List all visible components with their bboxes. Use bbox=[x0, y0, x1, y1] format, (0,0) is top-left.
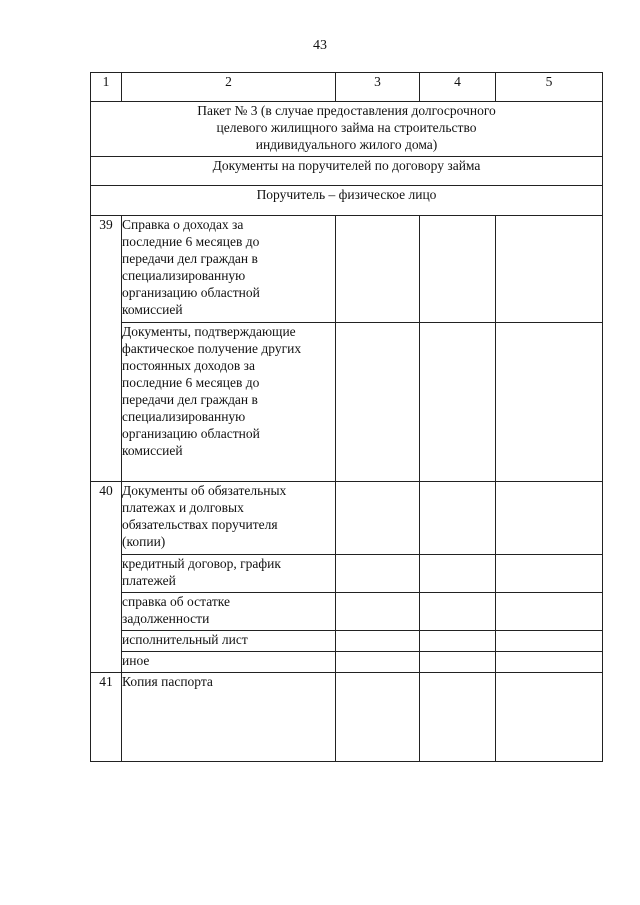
column-header-1: 1 bbox=[91, 73, 122, 102]
table-cell-empty bbox=[336, 323, 420, 482]
documents-table bbox=[90, 72, 603, 762]
table-cell-empty bbox=[420, 323, 496, 482]
subsection-title-row bbox=[91, 186, 603, 216]
table-row bbox=[91, 482, 603, 555]
table-row bbox=[91, 216, 603, 323]
table-cell-empty bbox=[420, 673, 496, 762]
table-cell-empty bbox=[496, 482, 603, 555]
table-row bbox=[91, 652, 603, 673]
table-cell-empty bbox=[496, 652, 603, 673]
subsection-title: Поручитель – физическое лицо bbox=[91, 186, 603, 216]
row-item-text: кредитный договор, график платежей bbox=[122, 555, 336, 593]
table-cell-empty bbox=[496, 593, 603, 631]
table-row bbox=[91, 555, 603, 593]
table-cell-empty bbox=[336, 593, 420, 631]
table-row bbox=[91, 673, 603, 762]
row-item-text: Документы, подтверждающие фактическое получение других постоянных доходов за последние 6 месяцев до передачи дел граждан в специализированную организацию областной комиссией bbox=[122, 323, 336, 482]
column-header-3: 3 bbox=[336, 73, 420, 102]
table-cell-empty bbox=[336, 482, 420, 555]
table-cell-empty bbox=[496, 673, 603, 762]
row-number: 40 bbox=[91, 482, 122, 673]
table-cell-empty bbox=[336, 652, 420, 673]
table-cell-empty bbox=[336, 216, 420, 323]
column-header-2: 2 bbox=[122, 73, 336, 102]
table-row bbox=[91, 593, 603, 631]
table-row bbox=[91, 323, 603, 482]
row-number: 41 bbox=[91, 673, 122, 762]
row-item-text: исполнительный лист bbox=[122, 631, 336, 652]
table-cell-empty bbox=[420, 652, 496, 673]
row-item-text: Справка о доходах за последние 6 месяцев до передачи дел граждан в специализированную организацию областной комиссией bbox=[122, 216, 336, 323]
row-item-text: Копия паспорта bbox=[122, 673, 336, 762]
table-cell-empty bbox=[420, 555, 496, 593]
row-item-text: справка об остатке задолженности bbox=[122, 593, 336, 631]
column-header-5: 5 bbox=[496, 73, 603, 102]
row-item-text: Документы об обязательных платежах и долговых обязательствах поручителя (копии) bbox=[122, 482, 336, 555]
table-cell-empty bbox=[496, 631, 603, 652]
table-row bbox=[91, 631, 603, 652]
table-header-row bbox=[91, 73, 603, 102]
table-cell-empty bbox=[496, 216, 603, 323]
section-title: Документы на поручителей по договору займа bbox=[91, 157, 603, 186]
page-number: 43 bbox=[313, 38, 327, 53]
section-title-row bbox=[91, 157, 603, 186]
table-cell-empty bbox=[420, 482, 496, 555]
column-header-4: 4 bbox=[420, 73, 496, 102]
package-title-row bbox=[91, 102, 603, 157]
table-cell-empty bbox=[336, 555, 420, 593]
table-cell-empty bbox=[420, 216, 496, 323]
table-cell-empty bbox=[336, 673, 420, 762]
row-item-text: иное bbox=[122, 652, 336, 673]
table-cell-empty bbox=[420, 631, 496, 652]
package-title: Пакет № 3 (в случае предоставления долгосрочного целевого жилищного займа на строительство индивидуального жилого дома) bbox=[91, 102, 603, 157]
table-cell-empty bbox=[496, 555, 603, 593]
table-cell-empty bbox=[336, 631, 420, 652]
row-number: 39 bbox=[91, 216, 122, 482]
table-cell-empty bbox=[496, 323, 603, 482]
table-cell-empty bbox=[420, 593, 496, 631]
